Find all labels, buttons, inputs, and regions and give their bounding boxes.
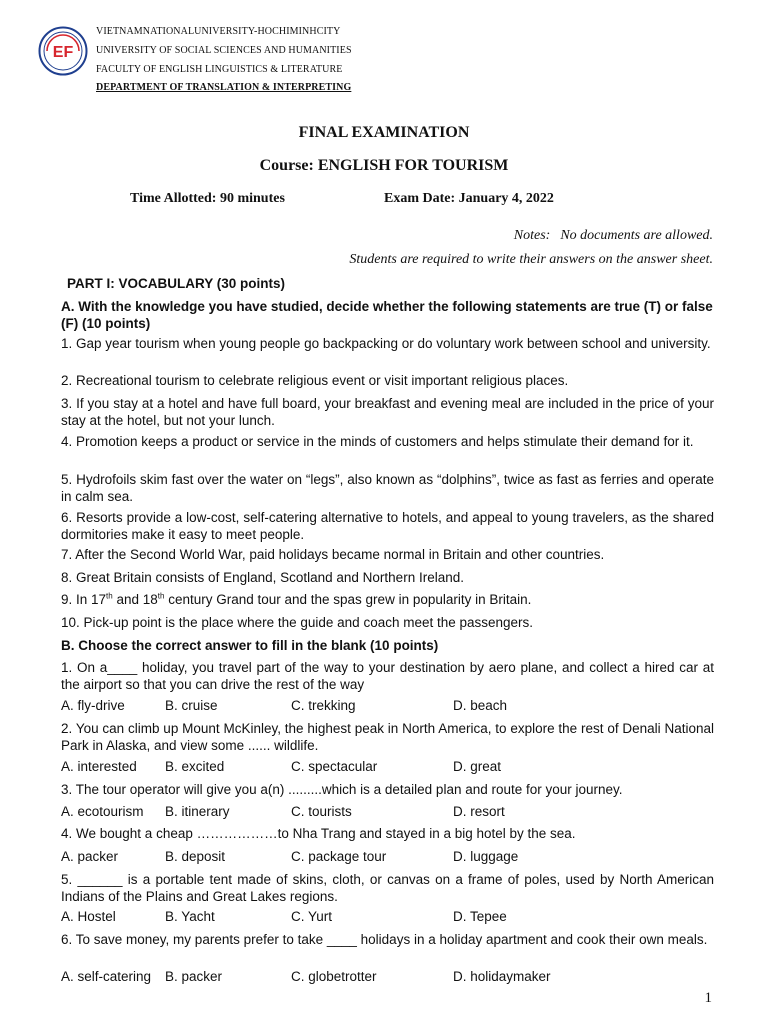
statement-7: 7. After the Second World War, paid holidays became normal in Britain and other countries. — [61, 547, 605, 562]
department-name: DEPARTMENT OF TRANSLATION & INTERPRETING — [96, 82, 352, 93]
option-a: A. self-catering — [61, 969, 152, 984]
statement-9-sup-2: th — [157, 591, 165, 601]
notes-line-2: Students are required to write their answers on the answer sheet. — [349, 252, 713, 267]
university-name: VIETNAMNATIONALUNIVERSITY-HOCHIMINHCITY — [96, 26, 341, 37]
statement-1: 1. Gap year tourism when young people go backpacking or do voluntary work between school and university. — [61, 336, 711, 351]
statement-6: 6. Resorts provide a low-cost, self-catering alternative to hotels, and appeal to young travelers, as the shared dormitories make it easy to meet people. — [61, 510, 714, 542]
statement-10: 10. Pick-up point is the place where the guide and coach meet the passengers. — [61, 615, 534, 630]
statement-2: 2. Recreational tourism to celebrate religious event or visit important religious places. — [61, 373, 569, 388]
part-title: PART I: VOCABULARY (30 points) — [67, 276, 286, 291]
section-b-instruction: B. Choose the correct answer to fill in the blank (10 points) — [61, 638, 439, 653]
option-a: A. Hostel — [61, 909, 116, 924]
statement-9-sup-1: th — [106, 591, 113, 601]
question-3: 3. The tour operator will give you a(n) .........which is a detailed plan and route for your journey. — [61, 782, 623, 797]
option-b: B. packer — [165, 969, 223, 984]
option-b: B. excited — [165, 759, 225, 774]
option-c: C. globetrotter — [291, 969, 377, 984]
option-c: C. tourists — [291, 804, 352, 819]
question-5-options — [61, 909, 714, 927]
statement-5: 5. Hydrofoils skim fast over the water on “legs”, also known as “dolphins”, twice as fast as ferries and operate in calm sea. — [61, 472, 714, 504]
exam-date: Exam Date: January 4, 2022 — [384, 191, 554, 206]
statement-3: 3. If you stay at a hotel and have full board, your breakfast and evening meal are included in the price of your stay at the hotel, but not your lunch. — [61, 396, 714, 428]
question-3-options — [61, 804, 714, 822]
option-c: C. Yurt — [291, 909, 333, 924]
option-b: B. cruise — [165, 698, 218, 713]
school-name: UNIVERSITY OF SOCIAL SCIENCES AND HUMANITIES — [96, 45, 352, 56]
option-d: D. Tepee — [453, 909, 507, 924]
option-d: D. beach — [453, 698, 508, 713]
option-b: B. deposit — [165, 849, 226, 864]
question-5: 5. ______ is a portable tent made of skins, cloth, or canvas on a frame of poles, used by North American Indians of the Plains and Great Lakes regions. — [61, 872, 714, 904]
statement-9 — [61, 592, 714, 609]
statement-9-part-3: century Grand tour and the spas grew in popularity in Britain. — [164, 592, 532, 607]
option-b: B. itinerary — [165, 804, 230, 819]
question-4: 4. We bought a cheap ………………to Nha Trang and stayed in a big hotel by the sea. — [61, 826, 576, 841]
question-6-options — [61, 969, 714, 987]
time-allotted: Time Allotted: 90 minutes — [130, 191, 285, 206]
option-c: C. spectacular — [291, 759, 378, 774]
option-d: D. holidaymaker — [453, 969, 551, 984]
question-1: 1. On a____ holiday, you travel part of the way to your destination by aero plane, and collect a hired car at the airport so that you can drive the rest of the way — [61, 660, 714, 692]
question-2: 2. You can climb up Mount McKinley, the highest peak in North America, to explore the rest of Denali National Park in Alaska, and view some ...... wildlife. — [61, 721, 714, 753]
option-a: A. interested — [61, 759, 137, 774]
option-a: A. fly-drive — [61, 698, 125, 713]
option-c: C. package tour — [291, 849, 387, 864]
question-6: 6. To save money, my parents prefer to take ____ holidays in a holiday apartment and cook their own meals. — [61, 932, 708, 947]
notes-text-1: No documents are allowed. — [560, 228, 713, 243]
option-a: A. packer — [61, 849, 119, 864]
question-1-options — [61, 698, 714, 716]
question-4-options — [61, 849, 714, 867]
statement-9-part-1: 9. In 17 — [61, 592, 107, 607]
option-b: B. Yacht — [165, 909, 215, 924]
option-c: C. trekking — [291, 698, 356, 713]
course-title: Course: ENGLISH FOR TOURISM — [259, 157, 509, 174]
faculty-name: FACULTY OF ENGLISH LINGUISTICS & LITERATURE — [96, 64, 343, 75]
faculty-logo — [38, 26, 88, 76]
statement-9-part-2: and 18 — [112, 592, 158, 607]
statement-8: 8. Great Britain consists of England, Scotland and Northern Ireland. — [61, 570, 464, 585]
option-d: D. luggage — [453, 849, 519, 864]
svg-text:EF: EF — [52, 44, 74, 61]
option-d: D. great — [453, 759, 502, 774]
question-2-options — [61, 759, 714, 777]
option-a: A. ecotourism — [61, 804, 144, 819]
option-d: D. resort — [453, 804, 505, 819]
exam-title: FINAL EXAMINATION — [298, 124, 470, 141]
notes-line-1 — [514, 228, 713, 244]
section-a-instruction: A. With the knowledge you have studied, decide whether the following statements are true (T) or false (F) (10 points) — [61, 299, 713, 331]
page-number: 1 — [704, 990, 712, 1006]
notes-label: Notes: — [513, 228, 551, 243]
statement-4: 4. Promotion keeps a product or service in the minds of customers and helps stimulate their demand for it. — [61, 434, 694, 449]
